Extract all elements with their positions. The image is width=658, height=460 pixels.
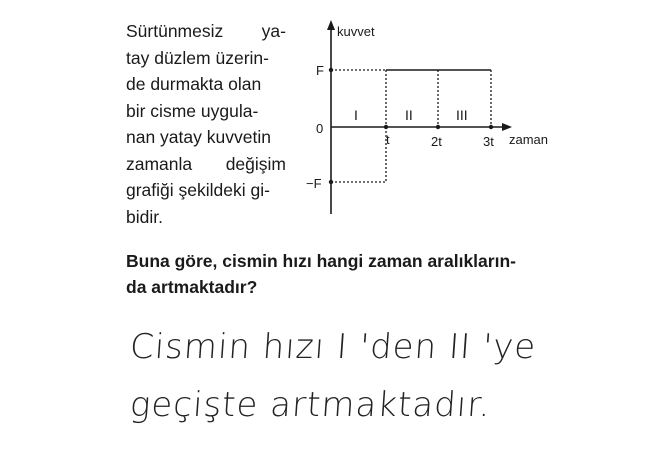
y-tick-F: F [316, 63, 324, 78]
y-axis-label: kuvvet [337, 24, 375, 39]
x-axis-label: zaman [509, 132, 549, 147]
x-tick-3t: 3t [483, 134, 494, 149]
x-tick-dot-3t [489, 125, 493, 129]
x-tick-dot-2t [436, 125, 440, 129]
handwritten-answer [130, 318, 630, 434]
force-time-graph [290, 14, 560, 224]
x-axis-arrow [502, 123, 512, 131]
question-line-1: Buna göre, cismin hızı hangi zaman aralıkların- [126, 251, 516, 271]
problem-line-6: zamanla değişim [126, 153, 286, 174]
answer-line-1: Cismin hızı I 'den II 'ye [128, 327, 538, 367]
problem-line-4: bir cisme uygula- [126, 100, 259, 121]
problem-line-3: de durmakta olan [126, 74, 262, 94]
x-tick-t: t [386, 132, 390, 147]
question-line-2: da artmaktadır? [126, 277, 258, 297]
problem-line-1: Sürtünmesiz ya- [126, 21, 286, 41]
problem-statement [126, 18, 286, 230]
answer-line-2: geçişte artmaktadır. [128, 385, 493, 425]
y-axis-arrow [327, 20, 335, 30]
problem-line-2: tay düzlem üzerin- [126, 47, 269, 68]
y-tick-zero: 0 [316, 121, 324, 136]
y-tick-minus-F: −F [306, 176, 322, 191]
region-label-I: I [354, 107, 358, 123]
region-label-II: II [405, 107, 413, 123]
region-label-III: III [456, 107, 468, 123]
problem-line-7: grafiği şekildeki gi- [126, 180, 270, 200]
problem-line-8: bidir. [126, 206, 163, 227]
x-tick-2t: 2t [431, 134, 442, 149]
question-text [126, 248, 596, 300]
problem-line-5: nan yatay kuvvetin [126, 127, 271, 147]
